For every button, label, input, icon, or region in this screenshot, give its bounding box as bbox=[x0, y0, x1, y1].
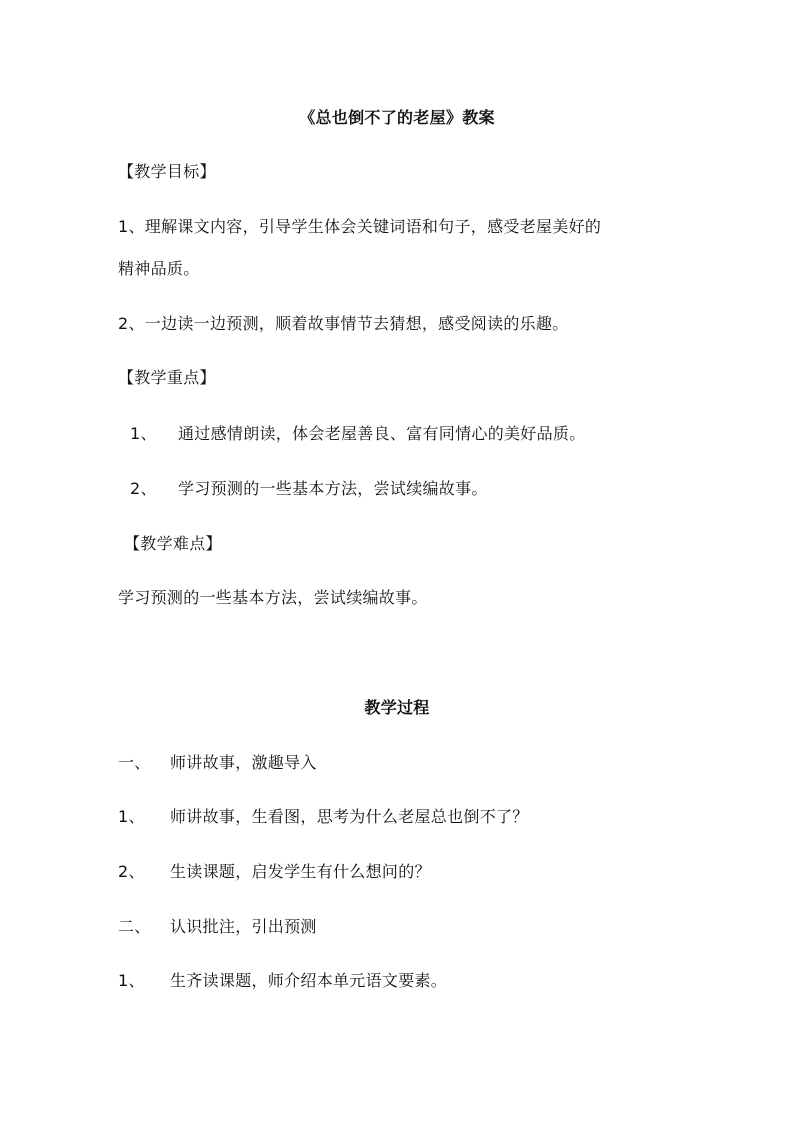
section-item-text: 师讲故事，生看图，思考为什么老屋总也倒不了？ bbox=[170, 807, 529, 826]
keypoint-text: 学习预测的一些基本方法，尝试续编故事。 bbox=[178, 479, 488, 498]
section-item-text: 生齐读课题，师介绍本单元语文要素。 bbox=[170, 971, 448, 990]
goals-heading-text: 【教学目标】 bbox=[118, 162, 216, 181]
keypoint-number: 1、 bbox=[130, 424, 157, 443]
section-item-text: 生读课题，启发学生有什么想问的？ bbox=[170, 862, 431, 881]
section-number: 一、 bbox=[118, 753, 151, 772]
process-title: 教学过程 bbox=[364, 698, 430, 717]
section-item-number: 2、 bbox=[118, 862, 145, 881]
goal-1-continuation: 精神品质。 bbox=[118, 259, 200, 278]
section-title: 认识批注，引出预测 bbox=[170, 917, 317, 936]
keypoint-number: 2、 bbox=[130, 479, 157, 498]
difficulty-heading-text: 【教学难点】 bbox=[124, 534, 222, 553]
keypoints-heading-text: 【教学重点】 bbox=[118, 368, 216, 387]
section-item-number: 1、 bbox=[118, 807, 145, 826]
document-title: 《总也倒不了的老屋》教案 bbox=[299, 108, 495, 127]
goal-2-text: 2、一边读一边预测，顺着故事情节去猜想，感受阅读的乐趣。 bbox=[118, 314, 569, 333]
section-item-number: 1、 bbox=[118, 971, 145, 990]
keypoint-text: 通过感情朗读，体会老屋善良、富有同情心的美好品质。 bbox=[178, 424, 586, 443]
section-title: 师讲故事，激趣导入 bbox=[170, 753, 317, 772]
section-number: 二、 bbox=[118, 917, 151, 936]
difficulty-text: 学习预测的一些基本方法，尝试续编故事。 bbox=[118, 588, 428, 607]
goal-1-text: 1、理解课文内容，引导学生体会关键词语和句子，感受老屋美好的 bbox=[118, 217, 602, 236]
